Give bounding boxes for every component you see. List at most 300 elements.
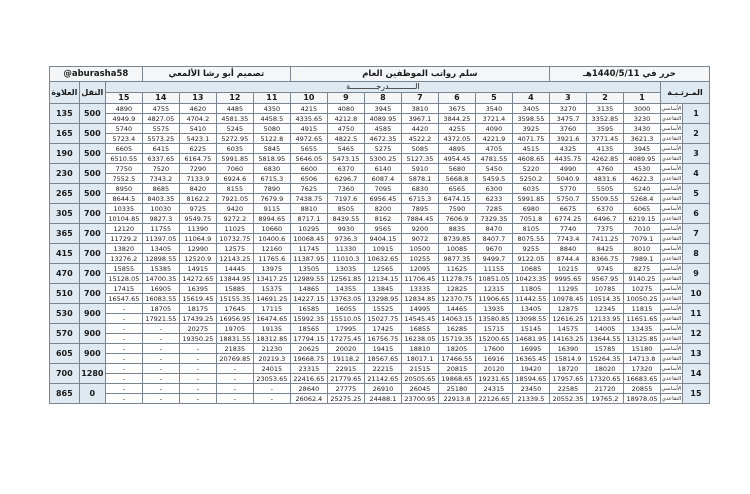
retirement-salary-cell: 10050.25 [624, 294, 661, 304]
retirement-salary-cell: 4822.5 [327, 134, 364, 144]
retirement-salary-cell: 16238.05 [401, 334, 438, 344]
retirement-salary-cell: 9272.2 [216, 214, 253, 224]
basic-salary-cell: 19415 [364, 344, 401, 354]
basic-salary-cell: 5505 [587, 184, 624, 194]
transport-value: 900 [79, 304, 105, 324]
retirement-salary-cell: 12133.95 [587, 314, 624, 324]
rank-header: المـرتـبـة [661, 82, 710, 104]
rank-number: 2 [683, 124, 710, 144]
allowance-value: 700 [49, 364, 79, 384]
retirement-salary-cell: 6164.75 [179, 154, 216, 164]
basic-salary-cell: 13405 [512, 304, 549, 314]
retirement-salary-cell: 8075.55 [512, 234, 549, 244]
allowance-value: 135 [49, 104, 79, 124]
basic-salary-cell: 23450 [512, 384, 549, 394]
retirement-salary-cell: 15814.9 [549, 354, 586, 364]
retirement-salary-cell: 7343.2 [142, 174, 179, 184]
rank-number: 5 [683, 184, 710, 204]
basic-salary-cell: 3945 [364, 104, 401, 114]
retirement-salary-cell: 3598.55 [512, 114, 549, 124]
basic-salary-cell: 3000 [624, 104, 661, 114]
retirement-label: التقاعدي [661, 175, 682, 182]
retirement-salary-cell: 25275.25 [327, 394, 364, 404]
basic-salary-cell: - [216, 364, 253, 374]
retirement-salary-cell: 14700.35 [142, 274, 179, 284]
basic-salary-cell: 9670 [475, 244, 512, 254]
basic-salary-cell: 8505 [327, 204, 364, 214]
retirement-salary-cell: 7884.45 [401, 214, 438, 224]
basic-salary-cell: 13935 [475, 304, 512, 314]
basic-label: الأساسي [661, 205, 682, 212]
retirement-salary-cell: 12143.25 [216, 254, 253, 264]
basic-salary-cell: 8200 [364, 204, 401, 214]
basic-salary-cell: 5085 [401, 144, 438, 154]
basic-salary-cell: 14575 [549, 324, 586, 334]
basic-salary-cell: 14915 [179, 264, 216, 274]
basic-salary-cell: 16390 [549, 344, 586, 354]
retirement-salary-cell: 15992.35 [290, 314, 327, 324]
retirement-salary-cell: 13417.25 [253, 274, 290, 284]
retirement-salary-cell: 15719.35 [438, 334, 475, 344]
basic-salary-cell: 3760 [549, 124, 586, 134]
issue-date: حرر في 1440/5/11هـ [549, 67, 709, 82]
retirement-salary-cell: 10632.65 [364, 254, 401, 264]
basic-salary-cell: 15525 [364, 304, 401, 314]
rank-number: 4 [683, 164, 710, 184]
basic-salary-cell: 19705 [216, 324, 253, 334]
basic-salary-cell: 22585 [549, 384, 586, 394]
basic-salary-cell: 6035 [512, 184, 549, 194]
basic-salary-cell: - [253, 384, 290, 394]
retirement-salary-cell: - [179, 354, 216, 364]
transport-header: النقل [79, 82, 105, 104]
retirement-salary-cell: 13844.95 [216, 274, 253, 284]
basic-salary-cell: 6300 [475, 184, 512, 194]
retirement-salary-cell: 13644.55 [587, 334, 624, 344]
basic-salary-cell: 7625 [290, 184, 327, 194]
basic-salary-cell: 19420 [512, 364, 549, 374]
rank-number: 1 [683, 104, 710, 124]
basic-salary-cell: 4420 [401, 124, 438, 134]
basic-salary-cell: 15715 [475, 324, 512, 334]
basic-salary-cell: 7590 [438, 204, 475, 214]
basic-salary-cell: 17600 [475, 344, 512, 354]
retirement-salary-cell: 3475.7 [549, 114, 586, 124]
retirement-label: التقاعدي [661, 135, 682, 142]
retirement-salary-cell: 10104.85 [105, 214, 142, 224]
basic-salary-cell: 15145 [512, 324, 549, 334]
basic-salary-cell: 6065 [624, 204, 661, 214]
retirement-salary-cell: 11906.65 [475, 294, 512, 304]
basic-salary-cell: 3540 [475, 104, 512, 114]
basic-salary-cell: 6225 [179, 144, 216, 154]
basic-salary-cell: - [105, 344, 142, 354]
retirement-salary-cell: 4954.45 [438, 154, 475, 164]
retirement-salary-cell: 4522.2 [401, 134, 438, 144]
retirement-salary-cell: 10068.45 [290, 234, 327, 244]
basic-salary-cell: 11755 [142, 224, 179, 234]
basic-salary-cell: - [142, 344, 179, 354]
rank-number: 10 [683, 284, 710, 304]
basic-salary-cell: - [179, 364, 216, 374]
basic-salary-cell: 4090 [475, 124, 512, 134]
retirement-salary-cell: 5878.1 [401, 174, 438, 184]
retirement-salary-cell: 12616.25 [549, 314, 586, 324]
basic-salary-cell: 9745 [587, 264, 624, 274]
retirement-salary-cell: 7679.9 [253, 194, 290, 204]
retirement-salary-cell: 7329.35 [475, 214, 512, 224]
retirement-salary-cell: 10732.75 [216, 234, 253, 244]
basic-salary-cell: 7360 [327, 184, 364, 194]
basic-salary-cell: 15785 [587, 344, 624, 354]
retirement-salary-cell: 7079.1 [624, 234, 661, 244]
degree-header: الـــــــــــدرجـــــــــــة [105, 82, 660, 93]
retirement-salary-cell: 11387.95 [290, 254, 327, 264]
basic-label: الأساسي [661, 265, 682, 272]
retirement-salary-cell: 4972.65 [290, 134, 327, 144]
retirement-salary-cell: 5127.35 [401, 154, 438, 164]
retirement-salary-cell: 18594.65 [512, 374, 549, 384]
basic-salary-cell: 17425 [364, 324, 401, 334]
retirement-salary-cell: 4089.95 [364, 114, 401, 124]
retirement-salary-cell: - [105, 314, 142, 324]
degree-number: 4 [512, 93, 549, 104]
retirement-salary-cell: 4622.3 [624, 174, 661, 184]
retirement-salary-cell: 24488.1 [364, 394, 401, 404]
retirement-salary-cell: 17275.45 [327, 334, 364, 344]
retirement-salary-cell: 15128.05 [105, 274, 142, 284]
retirement-label: التقاعدي [661, 235, 682, 242]
retirement-salary-cell: 4781.55 [475, 154, 512, 164]
retirement-salary-cell: 9549.75 [179, 214, 216, 224]
retirement-salary-cell: 14163.25 [549, 334, 586, 344]
basic-salary-cell: 4705 [475, 144, 512, 154]
basic-salary-cell: 6565 [438, 184, 475, 194]
basic-salary-cell: 16905 [142, 284, 179, 294]
basic-salary-cell: 10215 [549, 264, 586, 274]
salary-table [49, 66, 710, 404]
retirement-salary-cell: 12834.85 [401, 294, 438, 304]
basic-label: الأساسي [661, 225, 682, 232]
basic-label: الأساسي [661, 185, 682, 192]
retirement-salary-cell: 16683.65 [624, 374, 661, 384]
basic-salary-cell: 6370 [327, 164, 364, 174]
retirement-salary-cell: 16756.75 [364, 334, 401, 344]
retirement-salary-cell: 20769.85 [216, 354, 253, 364]
basic-salary-cell: 24015 [253, 364, 290, 374]
basic-salary-cell: 22215 [364, 364, 401, 374]
basic-salary-cell: 12160 [253, 244, 290, 254]
basic-salary-cell: 17995 [327, 324, 364, 334]
basic-salary-cell: 6830 [253, 164, 290, 174]
retirement-salary-cell: 4435.75 [549, 154, 586, 164]
basic-salary-cell: 6035 [216, 144, 253, 154]
rank-number: 14 [683, 364, 710, 384]
basic-label: الأساسي [661, 285, 682, 292]
designer-handle: @aburasha58 [49, 67, 142, 82]
basic-salary-cell: 14355 [327, 284, 364, 294]
retirement-salary-cell: - [142, 354, 179, 364]
degree-number: 3 [549, 93, 586, 104]
retirement-salary-cell: 8403.35 [142, 194, 179, 204]
basic-salary-cell: 8835 [438, 224, 475, 234]
basic-salary-cell: 8010 [624, 244, 661, 254]
basic-salary-cell: 13435 [624, 324, 661, 334]
basic-salary-cell: 11625 [438, 264, 475, 274]
retirement-salary-cell: 8739.85 [438, 234, 475, 244]
basic-salary-cell: 20275 [179, 324, 216, 334]
retirement-salary-cell: - [105, 394, 142, 404]
retirement-salary-cell: 13763.05 [327, 294, 364, 304]
basic-salary-cell: 11330 [327, 244, 364, 254]
basic-label: الأساسي [661, 105, 682, 112]
basic-salary-cell: 11805 [512, 284, 549, 294]
retirement-salary-cell: - [105, 334, 142, 344]
transport-value: 700 [79, 284, 105, 304]
retirement-salary-cell: 16547.65 [105, 294, 142, 304]
retirement-salary-cell: 21142.65 [364, 374, 401, 384]
degree-number: 14 [142, 93, 179, 104]
basic-salary-cell: 5770 [549, 184, 586, 194]
retirement-salary-cell: 13580.85 [475, 314, 512, 324]
retirement-salary-cell: 5268.4 [624, 194, 661, 204]
table-title: سلم رواتب الموظفين العام [290, 67, 549, 82]
basic-salary-cell: 3945 [624, 144, 661, 154]
basic-salary-cell: 5450 [475, 164, 512, 174]
retirement-salary-cell: 10978.45 [549, 294, 586, 304]
basic-label: الأساسي [661, 385, 682, 392]
retirement-salary-cell: 17794.15 [290, 334, 327, 344]
retirement-salary-cell: 22913.8 [438, 394, 475, 404]
basic-salary-cell: 7290 [179, 164, 216, 174]
retirement-salary-cell: 5423.1 [179, 134, 216, 144]
retirement-salary-cell: - [216, 394, 253, 404]
basic-salary-cell: 16395 [179, 284, 216, 294]
retirement-salary-cell: 11010.3 [327, 254, 364, 264]
basic-salary-cell: 8840 [549, 244, 586, 254]
retirement-label: التقاعدي [661, 295, 682, 302]
retirement-salary-cell: 18312.85 [253, 334, 290, 344]
retirement-salary-cell: 20552.35 [549, 394, 586, 404]
retirement-salary-cell: 6774.25 [549, 214, 586, 224]
basic-salary-cell: 21720 [587, 384, 624, 394]
allowance-value: 530 [49, 304, 79, 324]
retirement-salary-cell: 4212.8 [327, 114, 364, 124]
retirement-salary-cell: 10514.35 [587, 294, 624, 304]
retirement-salary-cell: 18978.05 [624, 394, 661, 404]
basic-salary-cell: 7890 [253, 184, 290, 194]
basic-salary-cell: 17415 [105, 284, 142, 294]
basic-salary-cell: 10335 [105, 204, 142, 214]
basic-salary-cell: 5220 [512, 164, 549, 174]
basic-salary-cell: 12990 [179, 244, 216, 254]
retirement-salary-cell: 11442.55 [512, 294, 549, 304]
allowance-value: 165 [49, 124, 79, 144]
retirement-salary-cell: 10851.05 [475, 274, 512, 284]
basic-salary-cell: 13505 [290, 264, 327, 274]
allowance-header: العلاوة [49, 82, 79, 104]
retirement-salary-cell: 9827.3 [142, 214, 179, 224]
basic-salary-cell: 18020 [587, 364, 624, 374]
basic-salary-cell: 6980 [512, 204, 549, 214]
basic-salary-cell: 10785 [587, 284, 624, 294]
retirement-salary-cell: 23700.95 [401, 394, 438, 404]
basic-salary-cell: 13975 [253, 264, 290, 274]
rank-number: 3 [683, 144, 710, 164]
retirement-salary-cell: 5818.95 [253, 154, 290, 164]
retirement-salary-cell: 13125.85 [624, 334, 661, 344]
retirement-salary-cell: 13276.2 [105, 254, 142, 264]
retirement-salary-cell: 18017.1 [401, 354, 438, 364]
retirement-salary-cell: 4335.65 [290, 114, 327, 124]
retirement-salary-cell: 8744.4 [549, 254, 586, 264]
retirement-salary-cell: 19118.2 [327, 354, 364, 364]
allowance-value: 230 [49, 164, 79, 184]
basic-salary-cell: 7750 [105, 164, 142, 174]
retirement-salary-cell: 17466.55 [438, 354, 475, 364]
retirement-salary-cell: 9736.3 [327, 234, 364, 244]
retirement-salary-cell: 19231.65 [475, 374, 512, 384]
basic-salary-cell: 18565 [290, 324, 327, 334]
basic-salary-cell: 4515 [512, 144, 549, 154]
basic-salary-cell: 9255 [512, 244, 549, 254]
rank-number: 8 [683, 244, 710, 264]
transport-value: 1280 [79, 364, 105, 384]
retirement-salary-cell: 5300.25 [364, 154, 401, 164]
basic-label: الأساسي [661, 245, 682, 252]
rank-number: 6 [683, 204, 710, 224]
basic-salary-cell: 10295 [290, 224, 327, 234]
retirement-salary-cell: 4071.75 [512, 134, 549, 144]
retirement-salary-cell: 3844.25 [438, 114, 475, 124]
transport-value: 500 [79, 144, 105, 164]
basic-salary-cell: 6140 [364, 164, 401, 174]
rank-number: 7 [683, 224, 710, 244]
retirement-salary-cell: 15027.75 [364, 314, 401, 324]
retirement-salary-cell: 11064.9 [179, 234, 216, 244]
basic-salary-cell: 5240 [624, 184, 661, 194]
basic-salary-cell: 12345 [587, 304, 624, 314]
retirement-salary-cell: 18831.55 [216, 334, 253, 344]
basic-salary-cell: 14865 [290, 284, 327, 294]
basic-label: الأساسي [661, 305, 682, 312]
retirement-salary-cell: 11651.65 [624, 314, 661, 324]
retirement-salary-cell: 16956.95 [216, 314, 253, 324]
basic-salary-cell: 3675 [438, 104, 475, 114]
retirement-salary-cell: 3621.3 [624, 134, 661, 144]
retirement-label: التقاعدي [661, 155, 682, 162]
retirement-salary-cell: 17320.65 [587, 374, 624, 384]
retirement-salary-cell: 5668.8 [438, 174, 475, 184]
retirement-label: التقاعدي [661, 215, 682, 222]
basic-salary-cell: 10915 [364, 244, 401, 254]
basic-salary-cell: 3925 [512, 124, 549, 134]
allowance-value: 415 [49, 244, 79, 264]
rank-number: 11 [683, 304, 710, 324]
basic-salary-cell: 5910 [401, 164, 438, 174]
retirement-salary-cell: 7411.25 [587, 234, 624, 244]
basic-salary-cell: 27775 [327, 384, 364, 394]
retirement-salary-cell: 8994.65 [253, 214, 290, 224]
basic-salary-cell: - [179, 384, 216, 394]
retirement-salary-cell: 12561.85 [327, 274, 364, 284]
transport-value: 500 [79, 184, 105, 204]
basic-salary-cell: 6830 [401, 184, 438, 194]
retirement-salary-cell: 3352.85 [587, 114, 624, 124]
retirement-salary-cell: 3230 [624, 114, 661, 124]
basic-salary-cell: 5465 [327, 144, 364, 154]
retirement-salary-cell: 8162.2 [179, 194, 216, 204]
basic-salary-cell: 8420 [179, 184, 216, 194]
basic-salary-cell: 4530 [624, 164, 661, 174]
retirement-salary-cell: 9499.7 [475, 254, 512, 264]
retirement-label: التقاعدي [661, 115, 682, 122]
retirement-salary-cell: 7438.75 [290, 194, 327, 204]
allowance-value: 865 [49, 384, 79, 404]
retirement-salary-cell: 5040.9 [549, 174, 586, 184]
basic-salary-cell: 20815 [438, 364, 475, 374]
degree-number: 15 [105, 93, 142, 104]
degree-number: 13 [179, 93, 216, 104]
retirement-salary-cell: 7051.8 [512, 214, 549, 224]
basic-salary-cell: 4895 [438, 144, 475, 154]
retirement-label: التقاعدي [661, 195, 682, 202]
basic-salary-cell: 8275 [624, 264, 661, 274]
retirement-label: التقاعدي [661, 315, 682, 322]
basic-salary-cell: 10275 [624, 284, 661, 294]
basic-salary-cell: 4485 [216, 104, 253, 114]
retirement-salary-cell: 4458.5 [253, 114, 290, 124]
basic-salary-cell: 11295 [549, 284, 586, 294]
basic-salary-cell: 12825 [438, 284, 475, 294]
retirement-salary-cell: 14227.15 [290, 294, 327, 304]
retirement-salary-cell: 6715.3 [401, 194, 438, 204]
basic-salary-cell: 9930 [327, 224, 364, 234]
retirement-salary-cell: 4608.65 [512, 154, 549, 164]
retirement-salary-cell: 3771.45 [587, 134, 624, 144]
basic-salary-cell: 3595 [587, 124, 624, 134]
retirement-salary-cell: 14272.65 [179, 274, 216, 284]
retirement-salary-cell: 6506 [290, 174, 327, 184]
retirement-salary-cell: 5473.15 [327, 154, 364, 164]
basic-salary-cell: 11025 [216, 224, 253, 234]
basic-salary-cell: 4750 [327, 124, 364, 134]
retirement-salary-cell: 15155.35 [216, 294, 253, 304]
degree-number: 9 [327, 93, 364, 104]
basic-salary-cell: 12095 [401, 264, 438, 274]
retirement-label: التقاعدي [661, 275, 682, 282]
basic-salary-cell: 5410 [179, 124, 216, 134]
basic-salary-cell: 26045 [401, 384, 438, 394]
retirement-salary-cell: 12370.75 [438, 294, 475, 304]
retirement-salary-cell: 9122.05 [512, 254, 549, 264]
retirement-salary-cell: 21779.65 [327, 374, 364, 384]
retirement-salary-cell: 5122.8 [253, 134, 290, 144]
basic-salary-cell: 15375 [253, 284, 290, 294]
basic-salary-cell: 12565 [364, 264, 401, 274]
retirement-salary-cell: 9567.95 [587, 274, 624, 284]
basic-label: الأساسي [661, 145, 682, 152]
basic-salary-cell: 8470 [475, 224, 512, 234]
retirement-salary-cell: 14063.15 [438, 314, 475, 324]
retirement-salary-cell: - [179, 374, 216, 384]
retirement-salary-cell: 9877.35 [438, 254, 475, 264]
retirement-label: التقاعدي [661, 375, 682, 382]
basic-salary-cell: 4890 [105, 104, 142, 114]
retirement-salary-cell: 7989.1 [624, 254, 661, 264]
basic-salary-cell: 9725 [179, 204, 216, 214]
retirement-salary-cell: 6715.3 [253, 174, 290, 184]
